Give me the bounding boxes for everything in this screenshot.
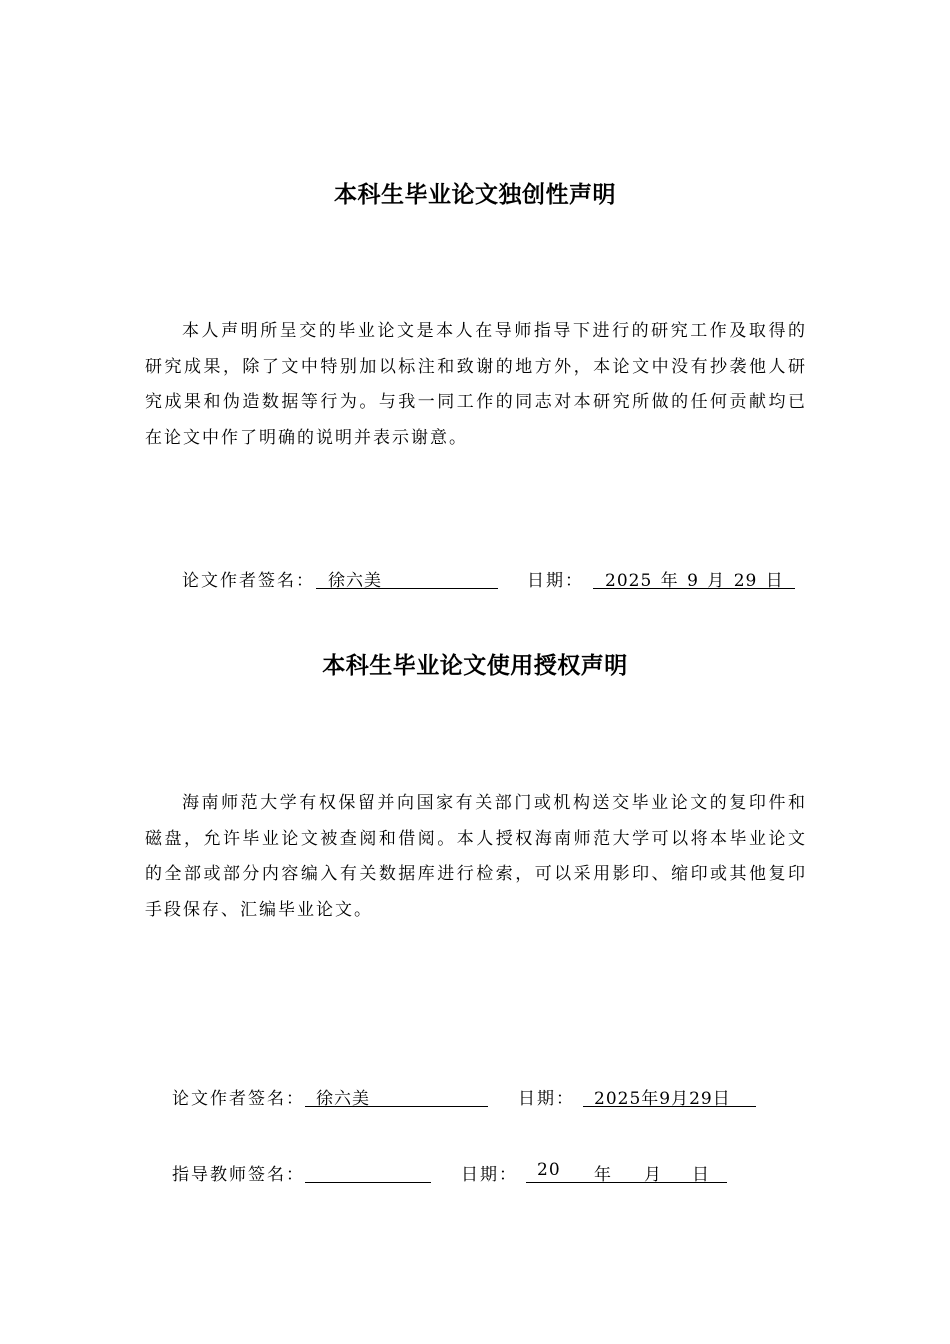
authorization-author-signature-line [0, 1084, 950, 1108]
author-signature-name: 徐六美 [328, 571, 382, 591]
advisor-date-label: 日期： [461, 1165, 518, 1185]
date-value: 2025 年 9 月 29 日 [605, 571, 784, 591]
author-signature-name: 徐六美 [316, 1089, 370, 1109]
advisor-date-year: 20 [537, 1160, 561, 1180]
advisor-date-month-char: 月 [644, 1165, 662, 1185]
date-value: 2025年9月29日 [594, 1089, 731, 1109]
originality-signature-line [0, 566, 950, 590]
advisor-signature-label: 指导教师签名： [172, 1165, 305, 1185]
author-signature-label: 论文作者签名： [182, 571, 315, 591]
originality-body: 本人声明所呈交的毕业论文是本人在导师指导下进行的研究工作及取得的研究成果，除了文中特别加以标注和致谢的地方外，本论文中没有抄袭他人研究成果和伪造数据等行为。与我一同工作的同志对本研究所做的任何贡献均已在论文中作了明确的说明并表示谢意。 [145, 321, 807, 448]
advisor-date-year-char: 年 [594, 1165, 612, 1185]
authorization-body: 海南师范大学有权保留并向国家有关部门或机构送交毕业论文的复印件和磁盘，允许毕业论文被查阅和借阅。本人授权海南师范大学可以将本毕业论文的全部或部分内容编入有关数据库进行检索，可以采用影印、缩印或其他复印手段保存、汇编毕业论文。 [145, 793, 807, 920]
advisor-signature-field[interactable] [305, 1160, 431, 1183]
date-label: 日期： [518, 1089, 575, 1109]
date-label: 日期： [527, 571, 584, 591]
advisor-date-day-char: 日 [692, 1165, 710, 1185]
originality-title: 本科生毕业论文独创性声明 [334, 182, 616, 208]
advisor-signature-line [0, 1160, 950, 1184]
authorization-title: 本科生毕业论文使用授权声明 [322, 653, 628, 679]
author-signature-label: 论文作者签名： [172, 1089, 305, 1109]
